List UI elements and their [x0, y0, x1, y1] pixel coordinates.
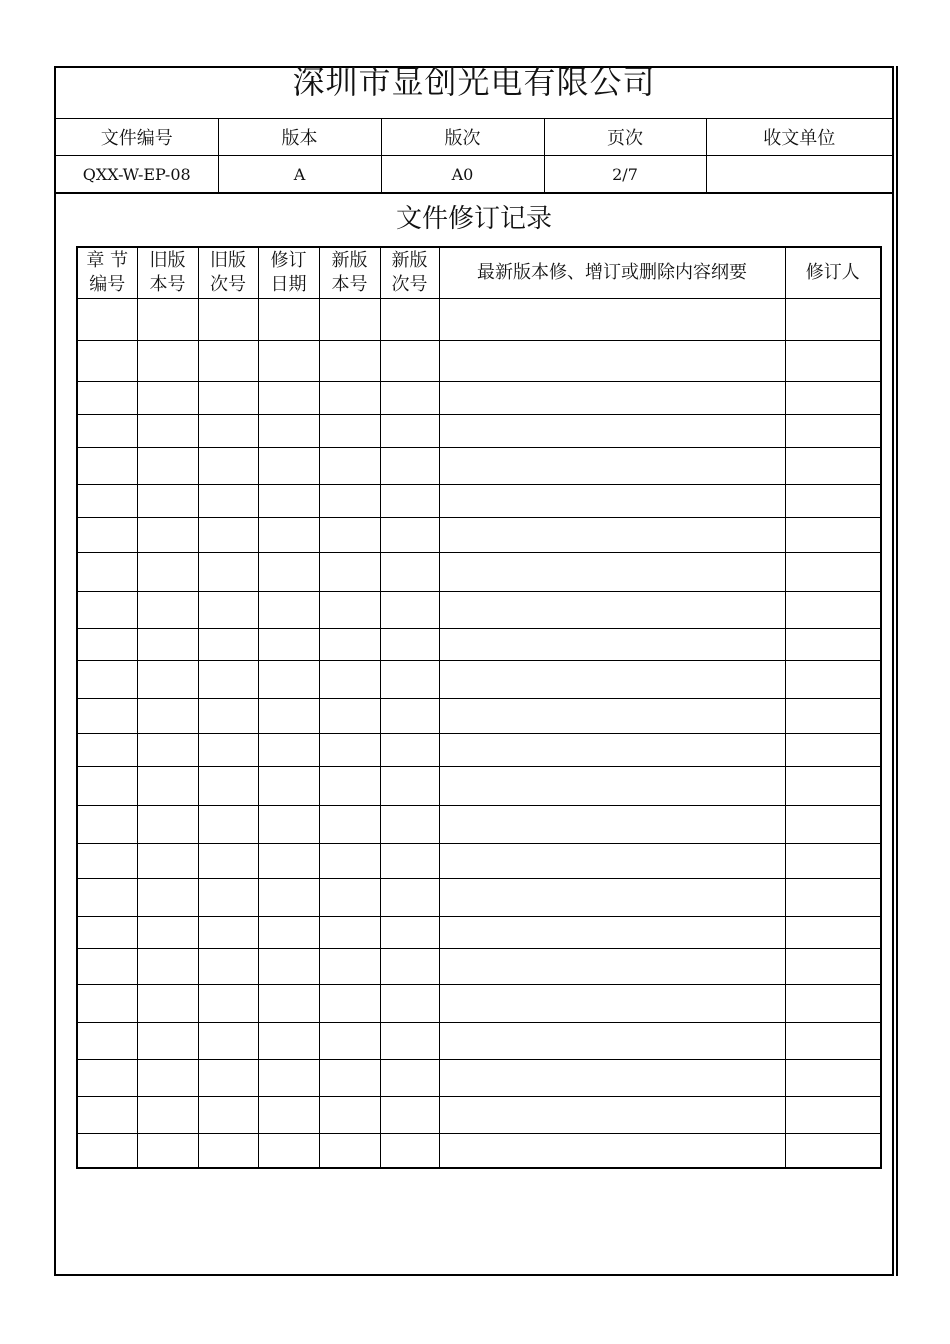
table-cell [258, 629, 319, 661]
table-cell [137, 879, 198, 917]
table-cell [319, 1023, 380, 1060]
table-cell [380, 917, 439, 949]
table-cell [137, 553, 198, 592]
table-cell [77, 448, 137, 485]
table-cell [137, 448, 198, 485]
table-cell [77, 661, 137, 699]
table-row [77, 629, 881, 661]
table-cell [439, 448, 785, 485]
table-cell [77, 1060, 137, 1097]
info-value-version: A [218, 156, 381, 194]
table-cell [258, 917, 319, 949]
table-cell [137, 985, 198, 1023]
info-header-page: 页次 [544, 119, 706, 156]
document-info-table [56, 119, 892, 194]
table-cell [137, 1060, 198, 1097]
table-cell [439, 844, 785, 879]
table-cell [439, 415, 785, 448]
table-cell [137, 415, 198, 448]
table-cell [77, 806, 137, 844]
table-cell [439, 767, 785, 806]
table-cell [137, 917, 198, 949]
table-cell [77, 341, 137, 382]
table-cell [319, 844, 380, 879]
table-cell [439, 1097, 785, 1134]
table-cell [77, 1097, 137, 1134]
header-new-version-number: 新版 本号 [319, 247, 380, 299]
table-cell [380, 341, 439, 382]
table-row [77, 879, 881, 917]
table-cell [77, 767, 137, 806]
table-cell [137, 1097, 198, 1134]
header-reviser: 修订人 [785, 247, 881, 299]
table-cell [319, 382, 380, 415]
table-cell [319, 1060, 380, 1097]
header-change-summary: 最新版本修、增订或删除内容纲要 [439, 247, 785, 299]
table-cell [785, 734, 881, 767]
table-cell [258, 341, 319, 382]
table-cell [380, 629, 439, 661]
table-cell [380, 518, 439, 553]
table-cell [785, 917, 881, 949]
header-old-version-number: 旧版 本号 [137, 247, 198, 299]
table-cell [319, 518, 380, 553]
info-value-page: 2/7 [544, 156, 706, 194]
table-cell [198, 806, 258, 844]
table-cell [77, 415, 137, 448]
table-row [77, 415, 881, 448]
table-row [77, 592, 881, 629]
table-row [77, 553, 881, 592]
table-row [77, 767, 881, 806]
table-cell [258, 661, 319, 699]
table-cell [258, 767, 319, 806]
table-row [77, 949, 881, 985]
table-cell [785, 341, 881, 382]
table-cell [137, 629, 198, 661]
table-cell [77, 382, 137, 415]
table-cell [319, 949, 380, 985]
table-cell [380, 767, 439, 806]
table-cell [137, 485, 198, 518]
table-cell [380, 661, 439, 699]
document-frame [54, 63, 894, 1276]
table-cell [439, 1134, 785, 1168]
table-cell [258, 734, 319, 767]
table-cell [785, 985, 881, 1023]
table-row [77, 382, 881, 415]
table-row [77, 448, 881, 485]
info-value-row [56, 156, 892, 194]
table-row [77, 844, 881, 879]
table-cell [380, 485, 439, 518]
record-title: 文件修订记录 [395, 204, 552, 234]
table-cell [198, 767, 258, 806]
table-cell [439, 629, 785, 661]
table-cell [380, 553, 439, 592]
table-cell [137, 382, 198, 415]
table-cell [137, 518, 198, 553]
table-cell [439, 299, 785, 341]
table-cell [380, 879, 439, 917]
info-value-revision: A0 [381, 156, 544, 194]
table-cell [137, 299, 198, 341]
record-header-row [77, 247, 881, 299]
table-cell [258, 415, 319, 448]
table-cell [137, 341, 198, 382]
header-revision-date: 修订 日期 [258, 247, 319, 299]
table-cell [319, 699, 380, 734]
table-cell [198, 734, 258, 767]
table-row [77, 699, 881, 734]
table-cell [319, 661, 380, 699]
table-cell [77, 553, 137, 592]
table-cell [198, 844, 258, 879]
table-cell [785, 299, 881, 341]
table-cell [785, 382, 881, 415]
header-new-revision-number: 新版 次号 [380, 247, 439, 299]
table-cell [439, 661, 785, 699]
table-cell [198, 699, 258, 734]
table-cell [380, 699, 439, 734]
table-row [77, 917, 881, 949]
table-cell [785, 949, 881, 985]
info-header-row [56, 119, 892, 156]
table-cell [198, 1060, 258, 1097]
table-cell [77, 1134, 137, 1168]
table-cell [77, 485, 137, 518]
table-cell [77, 699, 137, 734]
table-cell [137, 699, 198, 734]
table-cell [439, 879, 785, 917]
table-row [77, 518, 881, 553]
table-cell [319, 485, 380, 518]
table-cell [785, 1023, 881, 1060]
table-cell [319, 1134, 380, 1168]
table-cell [439, 1023, 785, 1060]
table-cell [319, 415, 380, 448]
table-cell [137, 661, 198, 699]
table-cell [380, 1097, 439, 1134]
table-cell [137, 592, 198, 629]
table-row [77, 1097, 881, 1134]
table-cell [198, 661, 258, 699]
table-cell [198, 629, 258, 661]
table-row [77, 734, 881, 767]
table-cell [380, 949, 439, 985]
record-body [77, 299, 881, 1168]
table-cell [439, 553, 785, 592]
table-row [77, 1134, 881, 1168]
table-cell [77, 1023, 137, 1060]
table-cell [380, 382, 439, 415]
table-row [77, 661, 881, 699]
table-cell [319, 448, 380, 485]
table-cell [198, 1023, 258, 1060]
table-cell [439, 382, 785, 415]
table-cell [439, 341, 785, 382]
table-cell [137, 806, 198, 844]
table-cell [258, 985, 319, 1023]
table-cell [198, 485, 258, 518]
table-cell [137, 734, 198, 767]
table-cell [77, 734, 137, 767]
table-cell [258, 1134, 319, 1168]
table-row [77, 985, 881, 1023]
table-cell [198, 592, 258, 629]
table-cell [77, 592, 137, 629]
table-cell [785, 806, 881, 844]
table-cell [785, 415, 881, 448]
table-cell [380, 806, 439, 844]
table-cell [77, 518, 137, 553]
table-cell [785, 844, 881, 879]
table-row [77, 806, 881, 844]
table-cell [258, 592, 319, 629]
table-cell [785, 518, 881, 553]
table-cell [380, 734, 439, 767]
table-cell [380, 1060, 439, 1097]
table-cell [319, 879, 380, 917]
table-cell [319, 341, 380, 382]
table-cell [137, 767, 198, 806]
table-cell [439, 949, 785, 985]
table-cell [380, 1134, 439, 1168]
table-cell [198, 415, 258, 448]
table-cell [77, 844, 137, 879]
table-cell [258, 844, 319, 879]
info-header-version: 版本 [218, 119, 381, 156]
table-cell [198, 299, 258, 341]
table-cell [785, 448, 881, 485]
table-cell [77, 299, 137, 341]
table-cell [137, 1023, 198, 1060]
table-cell [785, 629, 881, 661]
table-cell [785, 1097, 881, 1134]
table-cell [258, 1060, 319, 1097]
table-cell [319, 806, 380, 844]
table-cell [137, 1134, 198, 1168]
info-header-doc-number: 文件编号 [56, 119, 218, 156]
table-cell [439, 734, 785, 767]
table-cell [785, 767, 881, 806]
table-cell [319, 592, 380, 629]
table-cell [137, 949, 198, 985]
table-cell [258, 382, 319, 415]
table-cell [380, 844, 439, 879]
header-chapter-number: 章 节 编号 [77, 247, 137, 299]
table-cell [198, 917, 258, 949]
table-row [77, 299, 881, 341]
table-cell [319, 917, 380, 949]
table-cell [258, 879, 319, 917]
table-cell [198, 949, 258, 985]
table-cell [198, 341, 258, 382]
table-cell [198, 382, 258, 415]
table-cell [258, 448, 319, 485]
table-cell [785, 661, 881, 699]
table-cell [319, 299, 380, 341]
table-cell [439, 917, 785, 949]
table-cell [785, 592, 881, 629]
table-cell [785, 1060, 881, 1097]
table-cell [785, 1134, 881, 1168]
table-cell [319, 629, 380, 661]
table-cell [785, 553, 881, 592]
info-header-revision: 版次 [381, 119, 544, 156]
table-cell [198, 1097, 258, 1134]
table-cell [198, 985, 258, 1023]
table-cell [258, 485, 319, 518]
company-name: 深圳市显创光电有限公司 [292, 63, 656, 101]
table-cell [77, 879, 137, 917]
table-cell [439, 485, 785, 518]
table-cell [785, 485, 881, 518]
table-cell [77, 949, 137, 985]
table-cell [785, 879, 881, 917]
table-row [77, 1060, 881, 1097]
table-cell [258, 806, 319, 844]
table-cell [380, 448, 439, 485]
table-cell [198, 448, 258, 485]
table-cell [319, 985, 380, 1023]
table-cell [319, 1097, 380, 1134]
revision-record-table [76, 246, 882, 1169]
table-cell [258, 1097, 319, 1134]
table-cell [198, 553, 258, 592]
table-cell [258, 1023, 319, 1060]
table-cell [258, 553, 319, 592]
table-cell [319, 767, 380, 806]
table-cell [439, 592, 785, 629]
header-old-revision-number: 旧版 次号 [198, 247, 258, 299]
table-cell [258, 299, 319, 341]
table-cell [380, 592, 439, 629]
info-header-receiver: 收文单位 [706, 119, 892, 156]
table-cell [198, 879, 258, 917]
table-cell [380, 299, 439, 341]
table-row [77, 1023, 881, 1060]
table-cell [77, 985, 137, 1023]
table-cell [380, 1023, 439, 1060]
table-cell [439, 1060, 785, 1097]
table-cell [785, 699, 881, 734]
table-cell [258, 949, 319, 985]
table-cell [380, 415, 439, 448]
table-cell [319, 734, 380, 767]
table-cell [439, 699, 785, 734]
table-cell [258, 518, 319, 553]
table-cell [439, 806, 785, 844]
table-cell [77, 629, 137, 661]
table-cell [77, 917, 137, 949]
frame-edge [896, 66, 898, 1276]
table-cell [439, 985, 785, 1023]
table-row [77, 341, 881, 382]
table-cell [137, 844, 198, 879]
table-cell [258, 699, 319, 734]
table-row [77, 485, 881, 518]
table-cell [198, 518, 258, 553]
table-cell [380, 985, 439, 1023]
info-value-doc-number: QXX-W-EP-08 [56, 156, 218, 194]
info-value-receiver [706, 156, 892, 194]
table-cell [319, 553, 380, 592]
table-cell [439, 518, 785, 553]
table-cell [198, 1134, 258, 1168]
